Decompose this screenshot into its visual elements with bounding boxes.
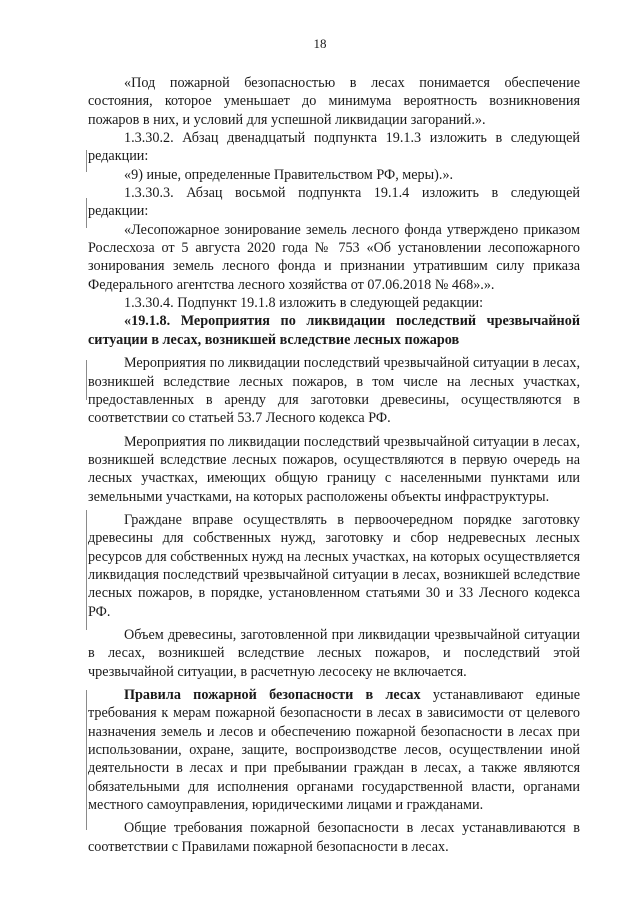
margin-scan-mark [86, 198, 87, 228]
page-number: 18 [313, 36, 327, 51]
margin-scan-mark [86, 360, 87, 400]
paragraph-zoning: «Лесопожарное зонирование земель лесного фонда утверждено приказом Рослесхоза от 5 августа 2020 года № 753 «Об установлении лесопожарного зонирования земель лесного фонда и признании утратившим силу приказа Федерального агентства лесного хозяйства от 07.06.2018 № 468».». [88, 221, 580, 293]
margin-scan-mark [86, 510, 87, 630]
paragraph-amendment-1.3.30.4: 1.3.30.4. Подпункт 19.1.8 изложить в следующей редакции: [124, 295, 484, 312]
margin-scan-mark [86, 690, 87, 830]
margin-scan-mark [86, 150, 87, 172]
paragraph-citizens: Граждане вправе осуществлять в первоочередном порядке заготовку древесины для собственных нужд, заготовку и сбор недревесных лесных ресурсов для собственных нужд на лесных участках, на которых осуществляется ликвидация последствий чрезвычайной ситуации в лесах, возникшей вследствие лесных пожаров, в порядке, установленном статьями 30 и 33 Лесного кодекса РФ. [88, 511, 580, 620]
rules-text: устанавливают единые требования к мерам пожарной безопасности в лесах в зависимости от целевого назначения земель и лесов и обеспечению пожарной безопасности в лесах при использовании, охране, защите, воспроизводстве лесов, осуществлении иной деятельности в лесах и при пребывании граждан в лесах, а также являются обязательными для исполнения органами государственной власти, органами местного самоуправления, юридическими лицами и гражданами. [88, 687, 580, 814]
paragraph-quote-item-9: «9) иные, определенные Правительством РФ, меры).». [124, 166, 454, 183]
paragraph-measures: Мероприятия по ликвидации последствий чрезвычайной ситуации в лесах, возникшей вследствие лесных пожаров, в том числе на лесных участках, предоставленных в аренду для заготовки древесины, осуществляются в соответствии со статьей 53.7 Лесного кодекса РФ. [88, 355, 580, 427]
paragraph-amendment-1.3.30.3: 1.3.30.3. Абзац восьмой подпункта 19.1.4 изложить в следующей редакции: [88, 185, 580, 220]
paragraph-rules [88, 686, 580, 814]
paragraph-amendment-1.3.30.2: 1.3.30.2. Абзац двенадцатый подпункта 19.1.3 изложить в следующей редакции: [88, 130, 580, 165]
paragraph-priority: Мероприятия по ликвидации последствий чрезвычайной ситуации в лесах, возникшей вследствие лесных пожаров, осуществляются в первую очередь на лесных участках, имеющих общую границу с населенными пунктами или земельными участками, на которых расположены объекты инфраструктуры. [88, 433, 580, 505]
paragraph-definition: «Под пожарной безопасностью в лесах понимается обеспечение состояния, которое уменьшает до минимума вероятность возникновения пожаров в них, и условий для успешной ликвидации загораний.». [88, 75, 580, 128]
paragraph-general-requirements: Общие требования пожарной безопасности в лесах устанавливаются в соответствии с Правилами пожарной безопасности в лесах. [88, 820, 580, 855]
document-body [88, 74, 580, 856]
section-heading-19.1.8: «19.1.8. Мероприятия по ликвидации последствий чрезвычайной ситуации в лесах, возникшей вследствие лесных пожаров [88, 313, 580, 348]
paragraph-volume: Объем древесины, заготовленной при ликвидации чрезвычайной ситуации в лесах, возникшей вследствие лесных пожаров, и последствий этой чрезвычайной ситуации, в расчетную лесосеку не включается. [88, 626, 580, 680]
rules-bold-lead: Правила пожарной безопасности в лесах [124, 687, 421, 703]
